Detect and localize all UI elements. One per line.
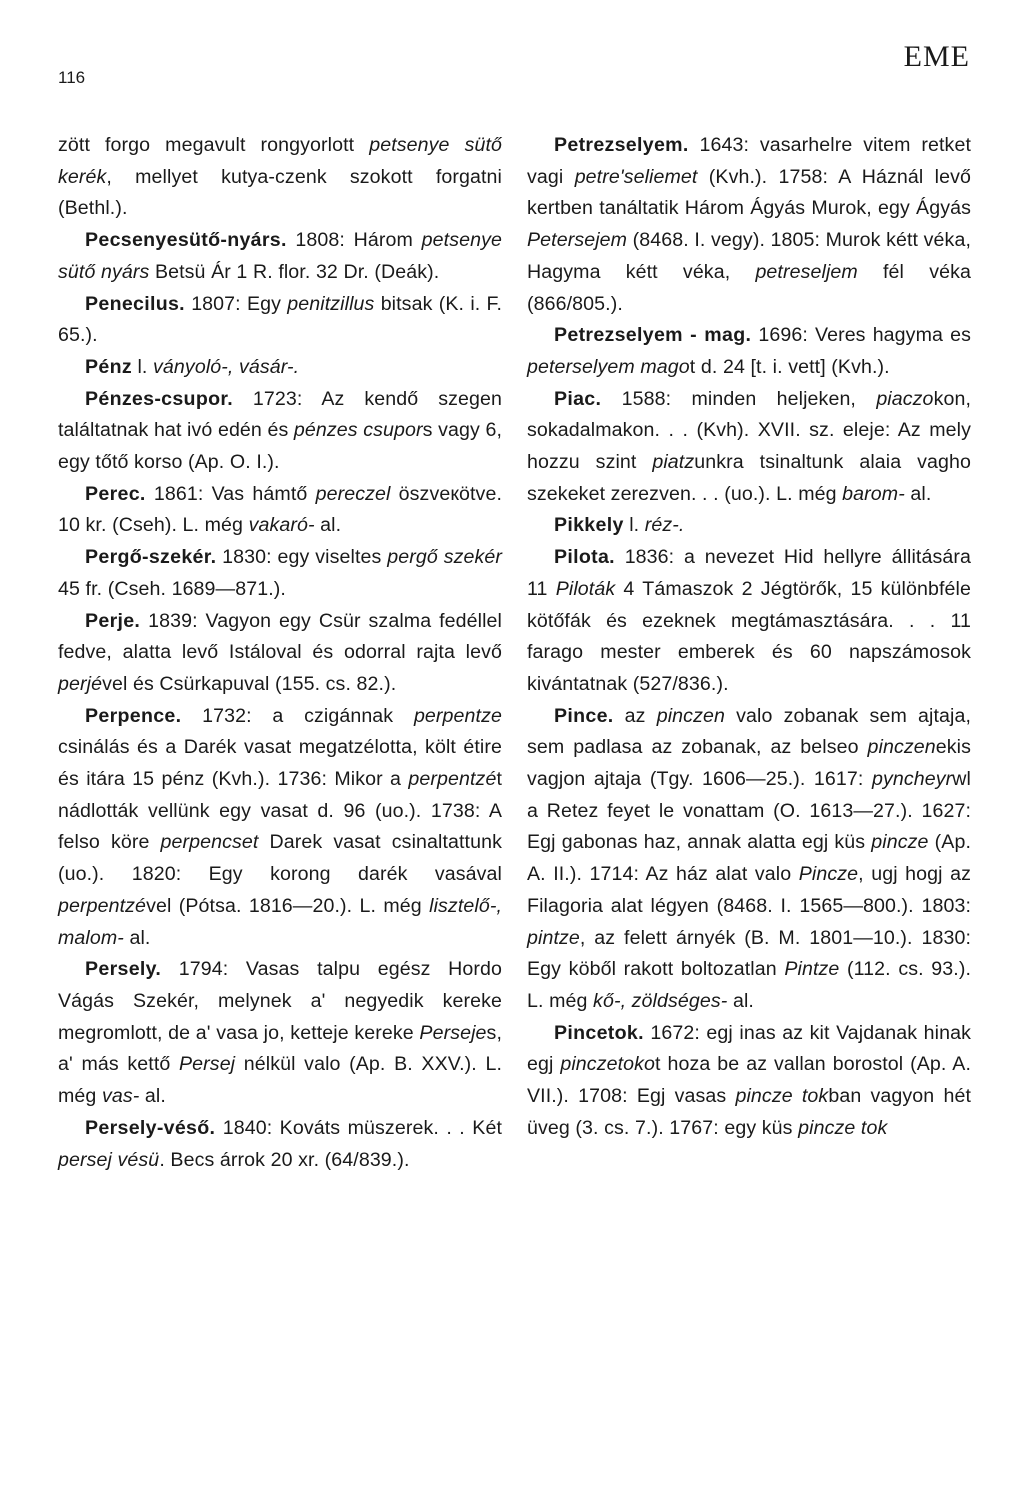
italic-quote: Persej <box>179 1053 236 1076</box>
entry-text: csinálás és a Darék vasat megatzélotta, költ étire és itára 15 pénz (Kvh.). 1736: Mikor a <box>58 736 502 791</box>
entry-headword: Petrezselyem - mag. <box>554 324 752 347</box>
italic-quote: perjé <box>58 672 103 695</box>
entry-text: t d. 24 [t. i. vett] (Kvh.). <box>689 355 890 378</box>
italic-quote: pinczen <box>867 736 936 759</box>
italic-quote: lisztelő-, malom- <box>58 894 502 949</box>
entry-text: al. <box>904 482 932 505</box>
entry-text: s, a' más kettő <box>58 1021 502 1076</box>
entry-text: zött forgo megavult rongyorlott <box>58 134 370 156</box>
dictionary-entry <box>58 701 502 955</box>
dictionary-entry <box>527 510 971 542</box>
entry-headword: Pénzes-csupor. <box>85 387 233 410</box>
italic-quote: Pintze <box>784 958 840 981</box>
entry-headword: Penecilus. <box>85 292 185 315</box>
dictionary-entry <box>58 384 502 479</box>
running-head: EME <box>903 40 970 73</box>
entry-headword: Piac. <box>554 387 602 410</box>
entry-text: 1696: Veres hagyma es <box>751 324 971 347</box>
entry-text: vel és Csürkapuval (155. cs. 82.). <box>102 672 397 695</box>
italic-quote: pintze <box>527 926 580 949</box>
italic-quote: peterselyem mago <box>527 355 690 378</box>
entry-text: 1808: Három <box>286 229 422 252</box>
entry-text: . Becs árrok 20 xr. (64/839.). <box>159 1148 410 1171</box>
entry-text: , ugj hogj az Filagoria alat légyen (8468. I. 1565—800.). 1803: <box>527 863 971 917</box>
italic-quote: petsenye sütő nyárs <box>58 229 502 283</box>
entry-headword: Pénz <box>85 355 132 378</box>
entry-headword: Petrezselyem. <box>554 134 689 156</box>
entry-headword: Perpence. <box>85 704 182 727</box>
entry-text: Darek vasat csinaltattunk (uo.). 1820: Egy korong darék vasával <box>58 831 502 886</box>
entry-text: 45 fr. (Cseh. 1689—871.). <box>58 577 286 600</box>
entry-text: , mellyet kutya-czenk szokott forgatni (Bethl.). <box>58 165 502 220</box>
italic-quote: ványoló-, vásár-. <box>153 355 300 378</box>
dictionary-entry <box>58 352 502 384</box>
entry-headword: Pergő-szekér. <box>85 546 217 569</box>
italic-quote: perpentze <box>413 704 502 727</box>
italic-quote: piaczo <box>876 387 934 410</box>
dictionary-entry <box>58 225 502 288</box>
italic-quote: Piloták <box>555 577 616 600</box>
entry-text: al. <box>314 514 342 537</box>
entry-text: (Kvh.). 1758: A Háznál levő kertben tanáltatik Három Ágyás Murok, egy Ágyás <box>527 165 972 220</box>
entry-text: nélkül valo (Ap. B. XXV.). L. még <box>58 1053 502 1108</box>
italic-quote: perpentzé <box>58 894 147 917</box>
entry-text: al. <box>727 989 754 1012</box>
entry-headword: Perje. <box>85 609 141 632</box>
italic-quote: réz-. <box>644 514 685 537</box>
italic-quote: pinczetoko <box>560 1053 656 1076</box>
italic-quote: vas- <box>101 1085 140 1108</box>
italic-quote: pincze <box>871 831 929 854</box>
italic-quote: petsenye sütő kerék <box>58 134 502 188</box>
entry-text: valo zobanak sem ajtaja, sem padlasa az zobanak, az belseo <box>527 704 972 759</box>
entry-headword: Persely. <box>85 958 162 981</box>
entry-text: 1794: Vasas talpu egész Hordo Vágás Szekér, melynek a' negyedik kereke megromlott, de a' vasa jo, ketteje kereke <box>58 958 502 1044</box>
entry-text: s vagy 6, egy tőtő korso (Ap. O. I.). <box>58 419 502 474</box>
italic-quote: Petersejem <box>527 229 628 252</box>
italic-quote: vakaró- <box>248 514 315 537</box>
entry-text: l. <box>131 355 154 378</box>
left-column <box>58 130 502 1176</box>
entry-text: (112. cs. 93.). L. még <box>527 958 971 1012</box>
entry-text: ban vagyon hét üveg (3. cs. 7.). 1767: egy küs <box>527 1085 971 1139</box>
entry-headword: Persely-véső. <box>85 1116 216 1139</box>
entry-headword: Pincetok. <box>554 1021 644 1044</box>
italic-quote: penitzillus <box>287 292 375 315</box>
entry-text: l. <box>623 514 645 537</box>
entry-text: 1732: a czigánnak <box>181 704 414 727</box>
entry-text: (Ap. A. II.). 1714: Az ház alat valo <box>527 831 971 886</box>
italic-quote: perpentzé <box>408 768 497 791</box>
entry-text: (8468. I. vegy). 1805: Murok kétt véka, Hagyma kétt véka, <box>527 229 971 283</box>
entry-text: bitsak (K. i. F. 65.). <box>58 292 503 347</box>
italic-quote: petre'seliemet <box>574 165 698 188</box>
italic-quote: pereczel <box>315 482 391 505</box>
dictionary-entry <box>58 606 502 701</box>
dictionary-entry <box>58 1113 502 1176</box>
italic-quote: perpencset <box>160 831 259 854</box>
italic-quote: Pincze <box>798 863 859 886</box>
italic-quote: pyncheyr <box>871 768 953 791</box>
entry-text: 1830: egy viseltes <box>216 546 388 569</box>
italic-quote: pincze tok <box>798 1116 888 1139</box>
entry-text: 4 Támaszok 2 Jégtörők, 15 különbféle kötőfák és ezeknek megtámasztására. . . 11 farago mester emberek és 60 napszámosok kivántatnak (527/836.). <box>527 577 971 695</box>
italic-quote: Perseje <box>419 1021 487 1044</box>
italic-quote: pinczen <box>656 704 725 727</box>
entry-headword: Pince. <box>554 704 614 727</box>
entry-text: 1588: minden heljeken, <box>601 387 877 410</box>
entry-text: öszveкötve. 10 kr. (Cseh). L. még <box>58 482 502 537</box>
entry-text: t nádlották vellünk egy vasat d. 96 (uo.). 1738: A felso köre <box>58 768 502 854</box>
dictionary-entry <box>527 542 971 701</box>
dictionary-entry <box>58 542 502 605</box>
italic-quote: barom- <box>842 482 905 505</box>
entry-text: 1861: Vas hámtő <box>145 482 316 505</box>
dictionary-entry <box>527 130 971 320</box>
entry-text: ekis vagjon ajtaja (Tgy. 1606—25.). 1617: <box>527 736 971 791</box>
entry-text: al. <box>139 1085 166 1108</box>
dictionary-entry <box>58 289 502 352</box>
entry-text: wl a Retez feyet le vonattam (O. 1613—27.). 1627: Egj gabonas haz, annak alatta egj küs <box>527 768 971 854</box>
entry-text: Betsü Ár 1 R. flor. 32 Dr. (Deák). <box>149 260 440 283</box>
entry-text: 1807: Egy <box>184 292 288 315</box>
italic-quote: pincze tok <box>735 1085 829 1108</box>
entry-text: 1836: a nevezet Hid hellyre állitására 11 <box>527 546 971 600</box>
entry-text: kon, sokadalmakon. . . (Kvh). XVII. sz. eleje: Az mely hozzu szint <box>527 387 971 474</box>
entry-text: az <box>613 704 657 727</box>
dictionary-entry <box>527 701 971 1018</box>
entry-headword: Pikkely <box>554 514 624 537</box>
dictionary-entry <box>58 954 502 1113</box>
entry-text: al. <box>123 926 151 949</box>
entry-text: fél véka (866/805.). <box>527 260 971 315</box>
entry-text: 1839: Vagyon egy Csür szalma fedéllel fedve, alatta levő Istáloval és odorral rajta levő <box>58 609 502 664</box>
entry-text: , az felett árnyék (B. M. 1801—10.). 1830: Egy köből rakott boltozatlan <box>527 926 971 981</box>
italic-quote: piatz <box>652 451 695 474</box>
entry-headword: Pecsenyesütő-nyárs. <box>85 229 287 252</box>
dictionary-entry <box>58 130 502 225</box>
italic-quote: persej vésü <box>58 1148 160 1171</box>
italic-quote: pergő szekér <box>387 546 503 569</box>
entry-text: 1723: Az kendő szegen találtatnak hat ivó edén és <box>58 387 502 442</box>
dictionary-entry <box>527 1018 971 1145</box>
right-column <box>527 130 971 1145</box>
dictionary-entry <box>527 320 971 383</box>
entry-headword: Pilota. <box>554 546 615 569</box>
dictionary-entry <box>58 479 502 542</box>
entry-text: 1643: vasarhelre vitem retket vagi <box>527 134 971 188</box>
italic-quote: petreseljem <box>755 260 858 283</box>
entry-text: t hoza be az vallan borostol (Ap. A. VII.). 1708: Egj vasas <box>527 1053 971 1108</box>
dictionary-entry <box>527 384 971 511</box>
entry-text: 1840: Kováts müszerek. . . Két <box>215 1116 502 1139</box>
entry-text: vel (Pótsa. 1816—20.). L. még <box>146 894 430 917</box>
italic-quote: kő-, zöldséges- <box>593 989 728 1012</box>
entry-text: unkra tsinaltunk alaia vagho szekeket zerezven. . . (uo.). L. még <box>527 451 971 505</box>
page-number: 116 <box>58 68 86 87</box>
entry-text: 1672: egj inas az kit Vajdanak hinak egj <box>527 1021 971 1076</box>
entry-headword: Perec. <box>85 482 146 505</box>
italic-quote: pénzes csupor <box>293 419 423 442</box>
